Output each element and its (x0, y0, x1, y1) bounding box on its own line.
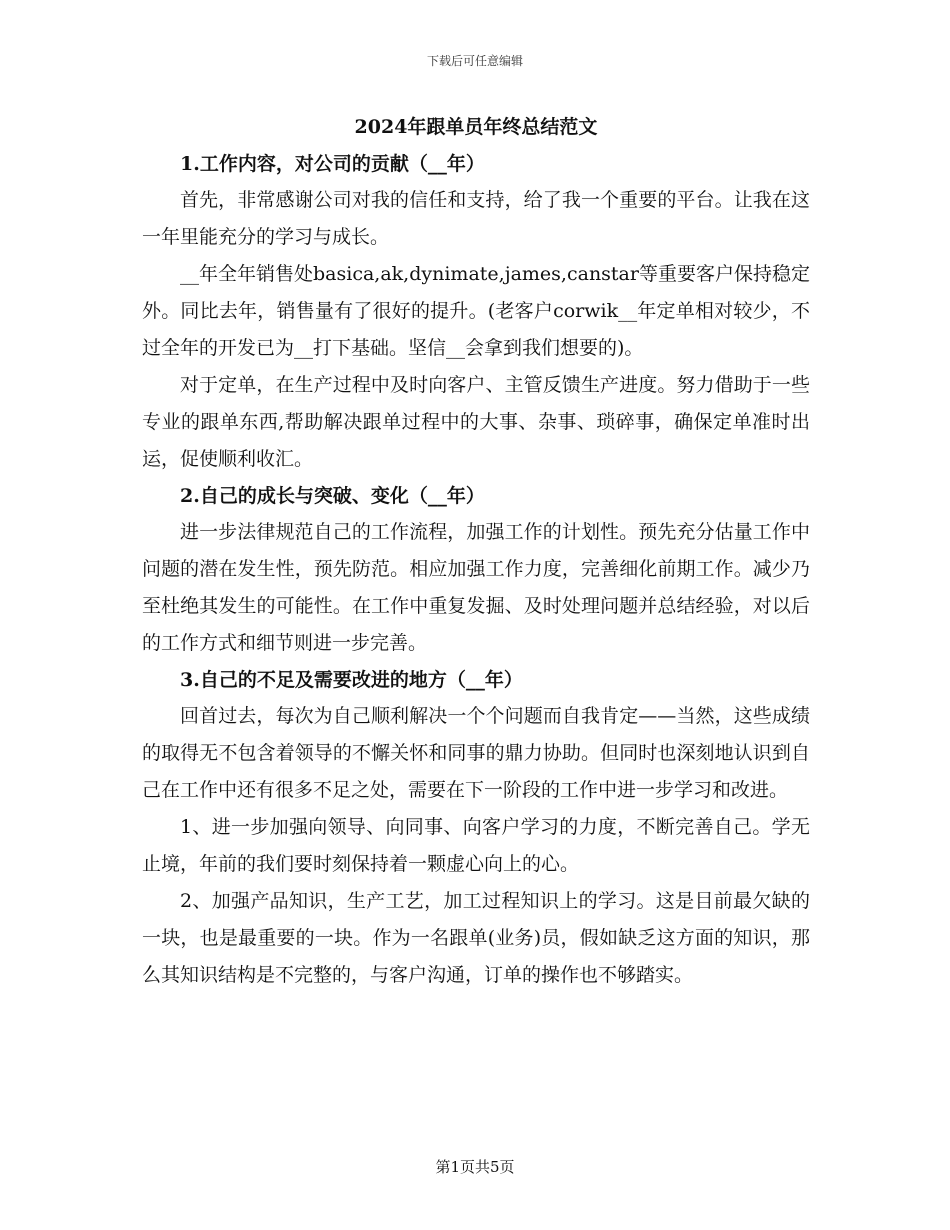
page-header-note: 下载后可任意编辑 (426, 54, 523, 68)
paragraph: 对于定单，在生产过程中及时向客户、主管反馈生产进度。努力借助于一些专业的跟单东西,帮助解决跟单过程中的大事、杂事、琐碎事，确保定单准时出运，促使顺利收汇。 (142, 374, 810, 470)
paragraph: 进一步法律规范自己的工作流程，加强工作的计划性。预先充分估量工作中问题的潜在发生性，预先防范。相应加强工作力度，完善细化前期工作。减少乃至杜绝其发生的可能性。在工作中重复发掘、及时处理问题并总结经验，对以后的工作方式和细节则进一步完善。 (142, 521, 810, 654)
paragraph: 2、加强产品知识，生产工艺，加工过程知识上的学习。这是目前最欠缺的一块，也是最重要的一块。作为一名跟单(业务)员，假如缺乏这方面的知识，那么其知识结构是不完整的，与客户沟通，订单的操作也不够踏实。 (142, 890, 810, 986)
section-heading-1: 1.工作内容，对公司的贡献（__年） (180, 153, 485, 175)
paragraph: 回首过去，每次为自己顺利解决一个个问题而自我肯定——当然，这些成绩的取得无不包含着领导的不懈关怀和同事的鼎力协助。但同时也深刻地认识到自己在工作中还有很多不足之处，需要在下一阶段的工作中进一步学习和改进。 (142, 705, 810, 801)
page-number: 第1页共5页 (435, 1158, 515, 1176)
document-body (142, 112, 810, 994)
paragraph: 首先，非常感谢公司对我的信任和支持，给了我一个重要的平台。让我在这一年里能充分的学习与成长。 (142, 189, 810, 248)
section-heading-2: 2.自己的成长与突破、变化（__年） (180, 485, 485, 507)
document-title: 2024年跟单员年终总结范文 (354, 116, 598, 138)
paragraph: 1、进一步加强向领导、向同事、向客户学习的力度，不断完善自己。学无止境，年前的我们要时刻保持着一颗虚心向上的心。 (142, 816, 810, 875)
section-heading-3: 3.自己的不足及需要改进的地方（__年） (180, 669, 523, 691)
paragraph: __年全年销售处basica,ak,dynimate,james,canstar等重要客户保持稳定外。同比去年，销售量有了很好的提升。(老客户corwik__年定单相对较少，不过全年的开发已为__打下基础。坚信__会拿到我们想要的)。 (142, 263, 810, 359)
